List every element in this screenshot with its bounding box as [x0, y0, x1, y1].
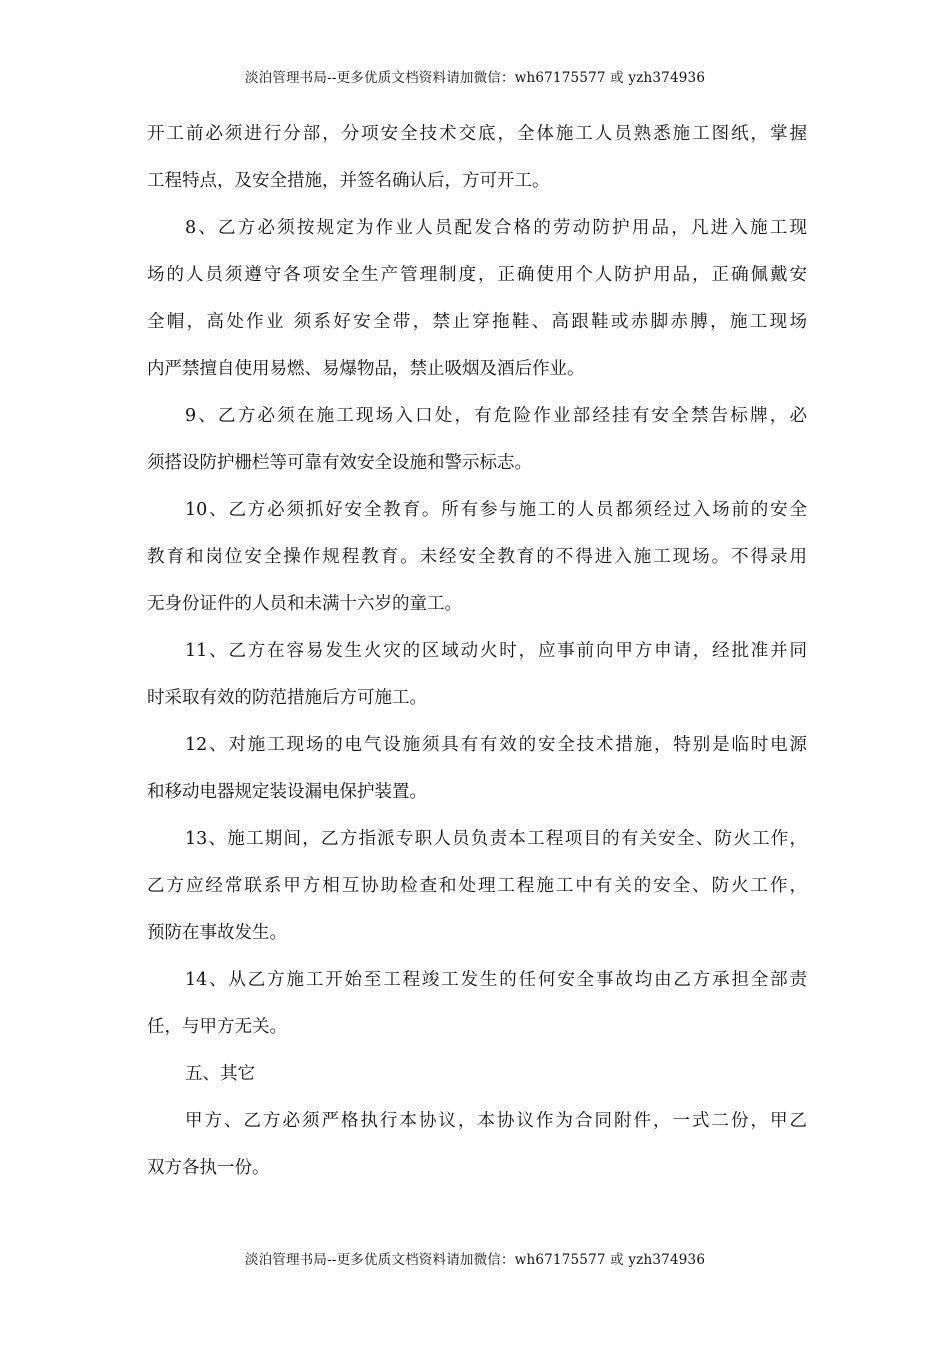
text-line: 14、从乙方施工开始至工程竣工发生的任何安全事故均由乙方承担全部责 [185, 970, 807, 990]
text-line: 时采取有效的防范措施后方可施工。 [147, 688, 427, 708]
text-line: 11、乙方在容易发生火灾的区域动火时，应事前向甲方申请，经批准并同 [185, 641, 807, 661]
document-body [147, 117, 807, 1198]
text-line: 13、施工期间，乙方指派专职人员负责本工程项目的有关安全、防火工作， [185, 829, 807, 849]
text-line: 无身份证件的人员和未满十六岁的童工。 [147, 594, 462, 614]
text-line: 10、乙方必须抓好安全教育。所有参与施工的人员都须经过入场前的安全 [185, 500, 807, 520]
text-line: 内严禁擅自使用易燃、易爆物品，禁止吸烟及酒后作业。 [147, 359, 585, 379]
page-footer-watermark: 淡泊管理书局--更多优质文档资料请加微信：wh67175577 或 yzh374936 [244, 1252, 706, 1268]
text-line: 12、对施工现场的电气设施须具有有效的安全技术措施，特别是临时电源 [185, 735, 807, 755]
text-line: 工程特点，及安全措施，并签名确认后，方可开工。 [147, 171, 550, 191]
text-line: 全帽，高处作业 须系好安全带，禁止穿拖鞋、高跟鞋或赤脚赤膊，施工现场 [147, 312, 807, 332]
text-line: 开工前必须进行分部，分项安全技术交底，全体施工人员熟悉施工图纸，掌握 [147, 124, 807, 144]
text-line: 双方各执一份。 [147, 1158, 270, 1178]
text-line: 甲方、乙方必须严格执行本协议，本协议作为合同附件，一式二份，甲乙 [185, 1111, 807, 1131]
text-line: 8、乙方必须按规定为作业人员配发合格的劳动防护用品，凡进入施工现 [185, 218, 807, 238]
text-line: 教育和岗位安全操作规程教育。未经安全教育的不得进入施工现场。不得录用 [147, 547, 807, 567]
page-header-watermark: 淡泊管理书局--更多优质文档资料请加微信：wh67175577 或 yzh374936 [244, 70, 706, 86]
text-line: 预防在事故发生。 [147, 923, 287, 943]
text-line: 乙方应经常联系甲方相互协助检查和处理工程施工中有关的安全、防火工作， [147, 876, 807, 896]
text-line: 任，与甲方无关。 [147, 1017, 287, 1037]
text-line: 须搭设防护栅栏等可靠有效安全设施和警示标志。 [147, 453, 532, 473]
text-line: 场的人员须遵守各项安全生产管理制度，正确使用个人防护用品，正确佩戴安 [147, 265, 807, 285]
text-line: 五、其它 [185, 1064, 255, 1084]
text-line: 9、乙方必须在施工现场入口处，有危险作业部经挂有安全禁告标牌，必 [185, 406, 807, 426]
text-line: 和移动电器规定装设漏电保护装置。 [147, 782, 427, 802]
